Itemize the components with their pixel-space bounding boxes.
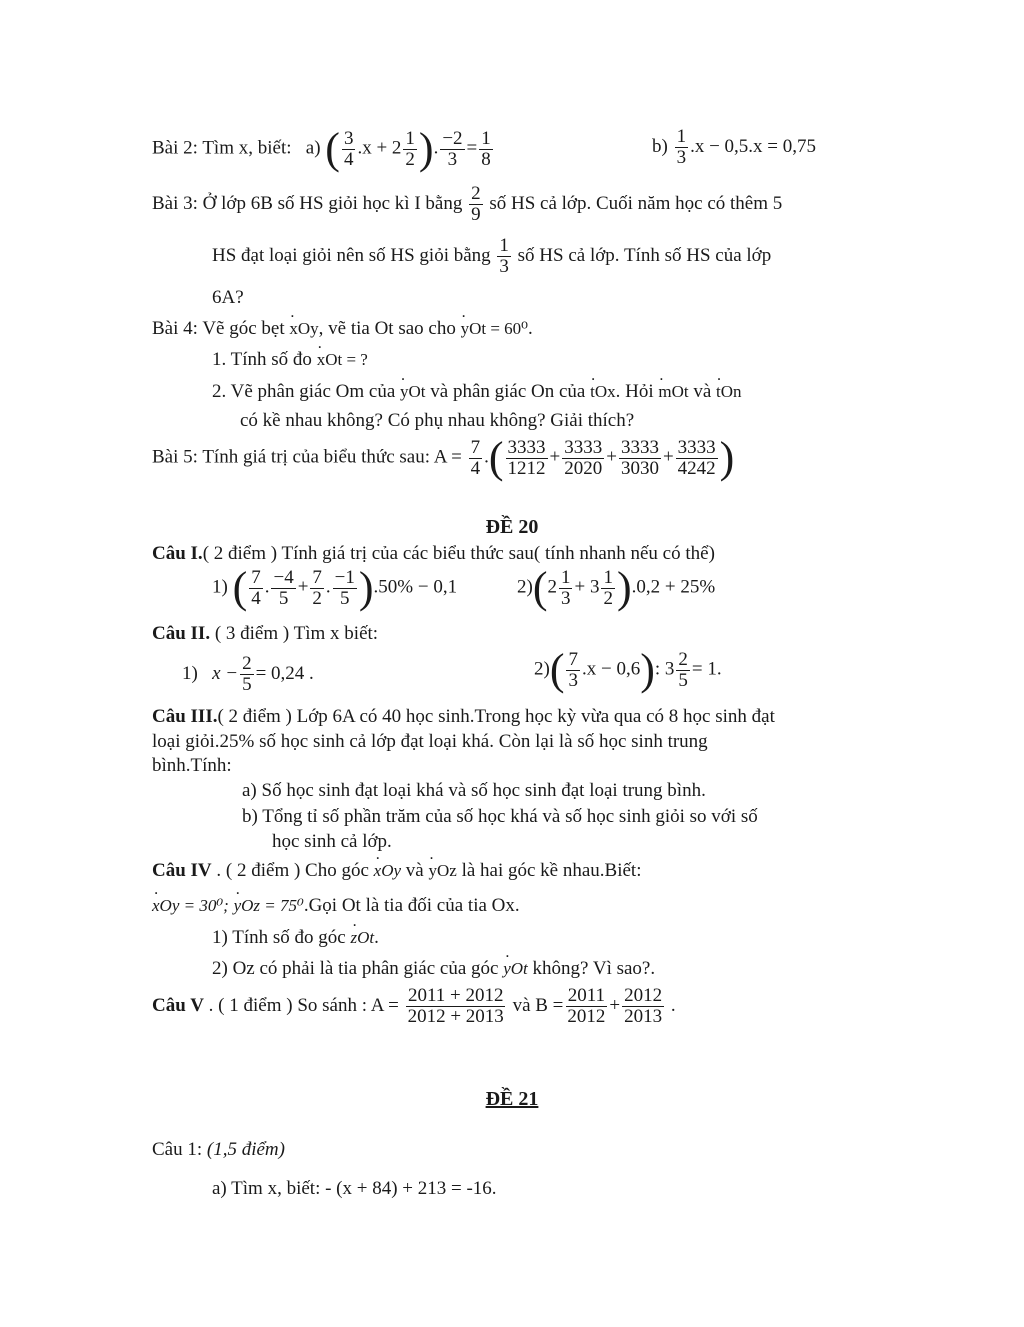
text: .Gọi Ot là tia đối của tia Ox. [303,895,520,916]
text: (1,5 điểm) [206,1139,285,1160]
de20-c4-q1 [212,927,379,950]
bai2-a-label: a) [305,137,321,159]
angle: ˙ zOt [350,928,374,948]
de20-c3-b2: học sinh cả lớp. [272,831,392,852]
fraction: $\frac{2011}{2012}$ [567,985,606,1027]
text: x − [212,662,239,684]
text: và [693,381,712,402]
bai4-q2-line2: có kề nhau không? Có phụ nhau không? Giải thích? [240,410,635,431]
fraction: $\frac{7}{4}$ [470,436,481,479]
text: Bài 5: Tính giá trị của biểu thức sau: A = [152,446,462,468]
fraction: $\frac{1}{3}$ [499,235,509,277]
de20-title: ĐỀ 20 [485,516,539,538]
text: số HS cả lớp. Tính số HS của lớp [517,244,772,266]
fraction: $\frac{1}{3}$ [560,566,571,609]
text: ( 2 điểm ) Tính giá trị của các biểu thức sau( tính nhanh nếu có thể) [202,543,715,564]
fraction: $\frac{7}{4}$ [251,566,261,609]
question-head: Câu III. [152,706,218,727]
angle: ˙ xOy = 30⁰; [152,896,229,916]
text: 50% − 0,1 [378,576,458,598]
fraction: $\frac{-1}{5}$ [334,566,355,609]
text: . Hỏi [615,381,654,402]
fraction: $\frac{-2}{3}$ [442,127,463,170]
text: = 0,24 . [255,662,314,684]
part-label: 2) [534,658,550,680]
bai2-b-label: b) [652,135,668,157]
angle: ˙ yOt [400,382,426,402]
bai4-line1 [152,318,533,341]
de21-c1 [152,1139,285,1162]
text: , vẽ tia Ot sao cho [318,318,456,339]
paren-right: ) [418,124,434,173]
paren-right: ) [719,433,735,482]
fraction: $\frac{7}{2}$ [312,566,322,609]
text: và B = [512,994,564,1016]
text: ( 3 điểm ) Tìm x biết: [214,623,379,644]
angle: ˙ tOn [716,382,742,402]
question-head: Câu II. [152,623,211,644]
fraction: $\frac{3333}{2020}$ [564,436,603,479]
text: Câu 1: [152,1139,203,1160]
de21-c1-a: a) Tìm x, biết: - (x + 84) + 213 = -16. [212,1178,497,1199]
text: ( 2 điểm ) Lớp 6A có 40 học sinh.Trong học kỳ vừa qua có 8 học sinh đạt [217,706,775,727]
question-head: Câu IV [152,860,212,881]
fraction: $\frac{3333}{4242}$ [677,436,716,479]
fraction: $\frac{3333}{1212}$ [507,436,546,479]
text: = 1. [691,658,722,680]
text: 2 [547,576,557,598]
equals: = [466,137,478,159]
text: là hai góc kề nhau.Biết: [461,860,642,881]
text: Bài 3: Ở lớp 6B số HS giỏi học kì I bằng [152,192,463,214]
part-label: 1) [182,662,198,684]
bai2-label: Bài 2: Tìm x, biết: [152,137,292,159]
text: . [670,994,676,1016]
text: .x − 0,6 [581,658,641,680]
angle: ˙ xOt = ? [317,350,368,370]
fraction: $\frac{2}{5}$ [678,648,688,691]
text: . ( 1 điểm ) So sánh : A = [208,994,399,1016]
paren-left: ( [532,563,548,612]
text: 1. Tính số đo [212,349,312,370]
de20-c2-p1 [182,654,314,695]
paren-right: ) [640,645,655,694]
de20-c2 [152,623,378,646]
de21-title: ĐỀ 21 [485,1088,539,1110]
paren-right: ) [616,563,632,612]
de20-c2-p2 [534,645,722,694]
de20-c4-l2 [152,895,520,918]
text: và phân giác On của [430,381,586,402]
text: không? Vì sao?. [532,958,656,979]
bai2-line: Bài 2: Tìm x, biết: a) ( $\frac{3}{4}$ .x + 2 $\frac{1}{2}$ ). $\frac{-2}{3}$ = $\frac{1}{8}$ [152,124,491,173]
bai4-q2 [212,381,742,404]
angle: ˙ yOt [503,959,528,979]
part-label: 2) [517,576,533,598]
de20-c1-parts: 1) ( $\frac{7}{4}$ . $\frac{-4}{5}$ + $\frac{7}{2}$ . $\frac{-1}{5}$ ).50% − 0,1 [212,563,458,612]
fraction: $\frac{2}{5}$ [242,653,252,695]
angle: ˙ yOz [428,861,456,881]
fraction: $\frac{2}{9}$ [471,183,481,225]
fraction: $\frac{1}{2}$ [405,127,415,170]
question-head: Câu V [152,994,204,1016]
paren-left: ( [232,563,248,612]
text: Bài 4: Vẽ góc bẹt [152,318,285,339]
text: . [528,318,533,339]
de20-c1-p2: 2)(2 $\frac{1}{3}$ + 3 $\frac{1}{2}$ ).0,2 + 25% [517,563,716,612]
bai5-line: Bài 5: Tính giá trị của biểu thức sau: A = $\frac{7}{4}$ .( $\frac{3333}{1212}$ + $\frac{3333}{2020}$ + $\frac{3333}{3030}$ + $\frac{3333}{4242}$ ) [152,433,735,482]
paren-left: ( [488,433,504,482]
fraction: $\frac{1}{8}$ [481,127,491,170]
bai2-a-mid: .x + 2 [357,137,402,159]
text: . [374,927,379,948]
text: . ( 2 điểm ) Cho góc [216,860,369,881]
angle: ˙ mOt [658,382,688,402]
text: : 3 [654,658,675,680]
question-head: Câu I. [152,543,203,564]
text: + 3 [574,576,600,598]
text: HS đạt loại giỏi nên số HS giỏi bằng [212,244,491,266]
fraction: $\frac{-4}{5}$ [273,566,294,609]
text: 2. Vẽ phân giác Om của [212,381,396,402]
text: 0,2 + 25% [636,576,716,598]
de20-c3-l3: bình.Tính: [152,755,232,776]
de20-c4 [152,860,641,883]
de20-c3-a: a) Số học sinh đạt loại khá và số học sinh đạt loại trung bình. [242,780,706,801]
fraction: $\frac{2012}{2013}$ [624,985,663,1027]
bai3-line3: 6A? [212,287,244,308]
bai3-line1 [152,184,782,225]
angle: ˙ xOy [289,319,318,339]
fraction: $\frac{3333}{3030}$ [620,436,659,479]
de20-c3-l2: loại giỏi.25% số học sinh cả lớp đạt loại khá. Còn lại là số học sinh trung [152,731,708,752]
bai2-b-rest: .x − 0,5.x = 0,75 [690,135,817,157]
paren-left: ( [549,645,565,694]
fraction: $\frac{2011 + 2012}{2012 + 2013}$ [407,985,504,1027]
part-label: 1) [212,576,228,598]
de20-c4-q2 [212,958,655,981]
de20-c5: Câu V . ( 1 điểm ) So sánh : A = $\frac{2011 + 2012}{2012 + 2013}$ và B = $\frac{2011}{2012}$ + $\frac{2012}{2013}$ . [152,985,676,1027]
fraction: $\frac{1}{3}$ [676,126,687,168]
de20-c3-b1: b) Tổng tỉ số phần trăm của số học khá và số học sinh giỏi so với số [242,806,758,827]
paren-left: ( [325,124,340,173]
text: và [405,860,424,881]
paren-right: ) [358,563,374,612]
angle: ˙ tOx [590,382,616,402]
fraction: $\frac{7}{3}$ [568,648,578,691]
bai4-q1 [212,349,368,372]
text: 1) Tính số đo góc [212,927,346,948]
bai3-line2 [212,236,771,277]
fraction: $\frac{1}{2}$ [603,566,613,609]
text: số HS cả lớp. Cuối năm học có thêm 5 [489,192,783,214]
text: 2) Oz có phải là tia phân giác của góc [212,958,499,979]
de20-c3 [152,706,775,729]
angle: ˙ xOy [374,861,401,881]
bai2-b [652,127,816,168]
angle: ˙ yOz = 75⁰ [234,896,304,916]
fraction: $\frac{3}{4}$ [343,127,354,170]
angle: ˙ yOt = 60⁰ [461,319,528,339]
